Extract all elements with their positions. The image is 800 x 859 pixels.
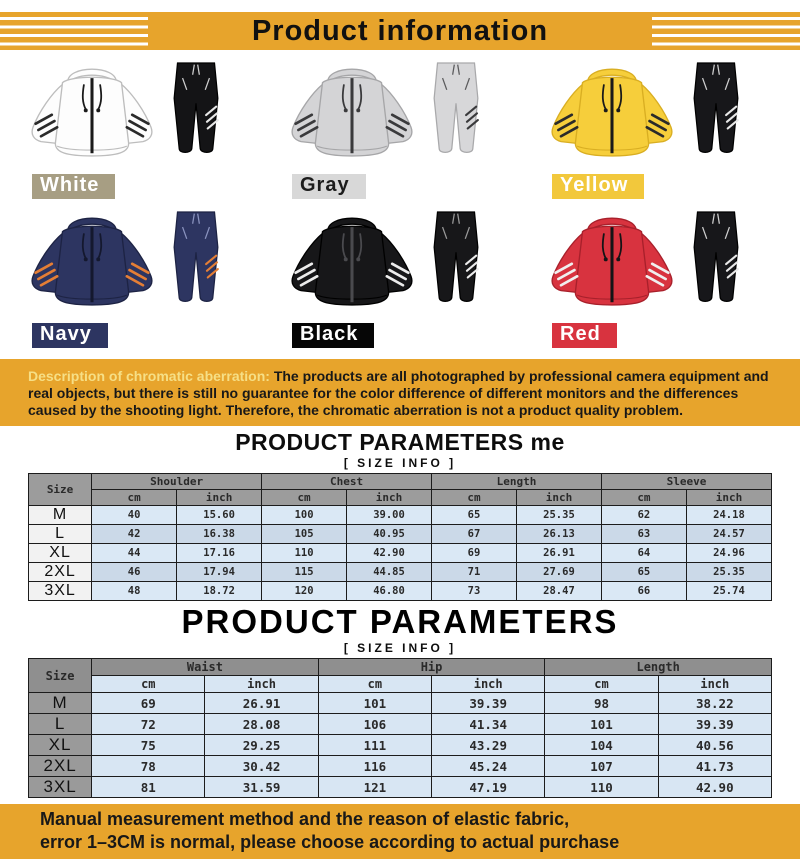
table-cell: 64 — [601, 544, 686, 563]
jogger-pants-image — [414, 52, 498, 168]
table-row — [29, 693, 772, 714]
table-row — [29, 735, 772, 756]
table-cell: 18.72 — [177, 582, 262, 601]
table-cell: 26.91 — [516, 544, 601, 563]
table-cell: 38.22 — [658, 693, 771, 714]
color-label: Yellow — [552, 174, 644, 199]
table-cell: 72 — [92, 714, 205, 735]
table-cell: 42.90 — [347, 544, 432, 563]
table-header-cell: Shoulder — [92, 474, 262, 490]
table-cell: 42 — [92, 525, 177, 544]
product-image — [270, 52, 530, 172]
table-cell: 73 — [432, 582, 517, 601]
table-row — [29, 756, 772, 777]
jacket-params-title: PRODUCT PARAMETERS me — [235, 429, 565, 456]
table-header-cell: Length — [432, 474, 602, 490]
color-label: Gray — [292, 174, 366, 199]
hoodie-jacket-image — [534, 54, 690, 172]
color-label: Red — [552, 323, 617, 348]
table-cell: 101 — [318, 693, 431, 714]
table-cell: 69 — [432, 544, 517, 563]
table-header-cell: cm — [318, 676, 431, 693]
table-cell: 3XL — [29, 777, 92, 798]
table-cell: 39.39 — [432, 693, 545, 714]
product-image — [270, 201, 530, 321]
page-title: Product information — [251, 14, 549, 47]
table-cell: 26.91 — [205, 693, 318, 714]
table-header-cell: cm — [545, 676, 658, 693]
table-cell: 45.24 — [432, 756, 545, 777]
table-cell: 16.38 — [177, 525, 262, 544]
table-header-cell: cm — [92, 490, 177, 506]
aberration-body-text: The products are all photographed by professional camera equipment and real objects, but there is still no guarantee for the color difference of different monitors and the differences caused by the shooting light. Therefore, the chromatic aberration is not a product quality problem. — [28, 368, 769, 418]
product-row-2 — [10, 201, 790, 350]
table-header-cell: inch — [658, 676, 771, 693]
table-cell: 63 — [601, 525, 686, 544]
table-row — [29, 544, 772, 563]
size-table-pants — [28, 658, 772, 798]
hoodie-jacket-image — [534, 203, 690, 321]
product-card-black — [270, 201, 530, 350]
table-header-cell: inch — [177, 490, 262, 506]
jacket-params-heading — [0, 429, 800, 470]
table-cell: 2XL — [29, 563, 92, 582]
product-image — [530, 201, 790, 321]
table-cell: 62 — [601, 506, 686, 525]
table-cell: 31.59 — [205, 777, 318, 798]
table-cell: 107 — [545, 756, 658, 777]
product-image — [530, 52, 790, 172]
table-header-cell: Hip — [318, 659, 545, 676]
table-header-cell: inch — [516, 490, 601, 506]
color-label: Black — [292, 323, 374, 348]
product-image — [10, 52, 270, 172]
table-header-cell: inch — [432, 676, 545, 693]
table-cell: 3XL — [29, 582, 92, 601]
hoodie-jacket-image — [14, 54, 170, 172]
product-grid — [0, 50, 800, 350]
table-row — [29, 563, 772, 582]
table-cell: 25.35 — [686, 563, 771, 582]
table-cell: 25.74 — [686, 582, 771, 601]
pants-size-info-subtitle: [ SIZE INFO ] — [343, 641, 457, 656]
product-card-yellow — [530, 52, 790, 201]
pants-params-heading — [0, 603, 800, 655]
table-cell: 40.56 — [658, 735, 771, 756]
table-row — [29, 506, 772, 525]
table-cell: 101 — [545, 714, 658, 735]
table-cell: 44 — [92, 544, 177, 563]
table-cell: 28.47 — [516, 582, 601, 601]
table-cell: 24.18 — [686, 506, 771, 525]
table-cell: 47.19 — [432, 777, 545, 798]
hoodie-jacket-image — [274, 54, 430, 172]
table-row — [29, 525, 772, 544]
table-cell: 71 — [432, 563, 517, 582]
table-cell: M — [29, 506, 92, 525]
table-row — [29, 777, 772, 798]
product-card-red — [530, 201, 790, 350]
table-cell: 39.00 — [347, 506, 432, 525]
table-header-cell: Size — [29, 474, 92, 506]
table-cell: 110 — [545, 777, 658, 798]
chromatic-aberration-note — [0, 359, 800, 426]
table-cell: 42.90 — [658, 777, 771, 798]
table-header-cell: Size — [29, 659, 92, 693]
banner-stripes-left — [0, 17, 148, 46]
table-cell: 43.29 — [432, 735, 545, 756]
table-cell: 26.13 — [516, 525, 601, 544]
table-cell: 15.60 — [177, 506, 262, 525]
table-cell: 48 — [92, 582, 177, 601]
table-cell: 25.35 — [516, 506, 601, 525]
table-cell: 81 — [92, 777, 205, 798]
table-cell: 2XL — [29, 756, 92, 777]
color-label: White — [32, 174, 115, 199]
table-cell: XL — [29, 735, 92, 756]
table-header-cell: Chest — [262, 474, 432, 490]
jogger-pants-image — [674, 201, 758, 317]
table-cell: 105 — [262, 525, 347, 544]
table-cell: 30.42 — [205, 756, 318, 777]
table-cell: 106 — [318, 714, 431, 735]
table-cell: 40.95 — [347, 525, 432, 544]
table-cell: 116 — [318, 756, 431, 777]
jacket-size-info-subtitle: [ SIZE INFO ] — [343, 456, 457, 471]
table-cell: 27.69 — [516, 563, 601, 582]
pants-params-title: PRODUCT PARAMETERS — [181, 603, 619, 641]
product-image — [10, 201, 270, 321]
product-row-1 — [10, 52, 790, 201]
table-cell: 69 — [92, 693, 205, 714]
table-cell: 24.96 — [686, 544, 771, 563]
table-cell: 115 — [262, 563, 347, 582]
product-card-gray — [270, 52, 530, 201]
table-cell: 75 — [92, 735, 205, 756]
product-card-navy — [10, 201, 270, 350]
size-table-jacket — [28, 473, 772, 601]
table-cell: 46 — [92, 563, 177, 582]
table-cell: 110 — [262, 544, 347, 563]
table-header-cell: inch — [205, 676, 318, 693]
jogger-pants-image — [154, 201, 238, 317]
table-cell: 104 — [545, 735, 658, 756]
table-cell: 78 — [92, 756, 205, 777]
table-cell: 17.16 — [177, 544, 262, 563]
aberration-lead-text: Description of chromatic aberration: — [28, 368, 270, 384]
table-cell: 41.34 — [432, 714, 545, 735]
banner-stripes-right — [652, 17, 800, 46]
table-cell: 24.57 — [686, 525, 771, 544]
table-cell: 67 — [432, 525, 517, 544]
table-cell: 100 — [262, 506, 347, 525]
table-cell: 44.85 — [347, 563, 432, 582]
table-header-cell: cm — [601, 490, 686, 506]
table-cell: 111 — [318, 735, 431, 756]
table-header-cell: Length — [545, 659, 772, 676]
table-cell: 46.80 — [347, 582, 432, 601]
table-cell: 28.08 — [205, 714, 318, 735]
table-cell: 120 — [262, 582, 347, 601]
table-cell: 66 — [601, 582, 686, 601]
table-header-cell: inch — [686, 490, 771, 506]
hoodie-jacket-image — [14, 203, 170, 321]
banner-top — [0, 12, 800, 50]
jogger-pants-image — [674, 52, 758, 168]
table-cell: L — [29, 525, 92, 544]
table-header-cell: Sleeve — [601, 474, 771, 490]
banner-bottom — [0, 804, 800, 859]
hoodie-jacket-image — [274, 203, 430, 321]
table-header-cell: cm — [262, 490, 347, 506]
jogger-pants-image — [154, 52, 238, 168]
product-card-white — [10, 52, 270, 201]
table-cell: 121 — [318, 777, 431, 798]
table-cell: 65 — [432, 506, 517, 525]
table-cell: 41.73 — [658, 756, 771, 777]
table-cell: 65 — [601, 563, 686, 582]
table-header-cell: inch — [347, 490, 432, 506]
table-cell: 29.25 — [205, 735, 318, 756]
table-cell: 17.94 — [177, 563, 262, 582]
table-cell: 39.39 — [658, 714, 771, 735]
table-row — [29, 714, 772, 735]
table-cell: XL — [29, 544, 92, 563]
table-cell: 40 — [92, 506, 177, 525]
table-header-cell: Waist — [92, 659, 319, 676]
jogger-pants-image — [414, 201, 498, 317]
table-header-cell: cm — [432, 490, 517, 506]
measurement-note-line1: Manual measurement method and the reason of elastic fabric, — [40, 809, 570, 830]
table-cell: M — [29, 693, 92, 714]
measurement-note-line2: error 1–3CM is normal, please choose according to actual purchase — [40, 831, 620, 852]
table-cell: 98 — [545, 693, 658, 714]
table-row — [29, 582, 772, 601]
table-header-cell: cm — [92, 676, 205, 693]
table-cell: L — [29, 714, 92, 735]
color-label: Navy — [32, 323, 108, 348]
